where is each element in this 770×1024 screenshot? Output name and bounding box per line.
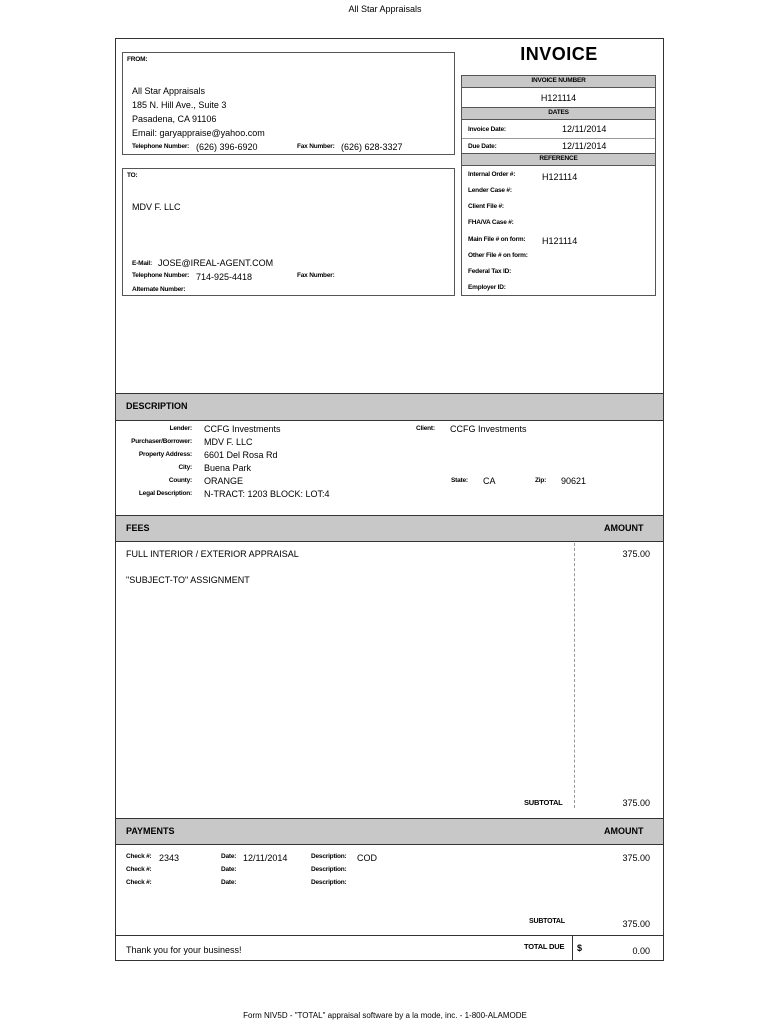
invoice-number-value: H121114 [540,93,577,103]
to-phone-label: Telephone Number: [132,272,190,279]
state-label: State: [451,477,468,484]
purchaser-label: Purchaser/Borrower: [131,438,192,445]
due-date-value: 12/11/2014 [562,141,607,151]
fee-line-1-amount: 375.00 [622,549,650,559]
client-value: CCFG Investments [450,424,527,434]
total-due-label: TOTAL DUE [524,942,565,951]
dates-divider [462,138,655,139]
date-label-3: Date: [221,879,237,886]
property-address-label: Property Address: [138,451,192,458]
page-header: All Star Appraisals [348,4,422,14]
description-bar [116,393,663,421]
main-file-label: Main File # on form: [468,236,526,243]
city-label: City: [178,464,192,471]
check-label-1: Check #: [126,853,152,860]
state-value: CA [483,476,496,486]
client-file-label: Client File #: [468,203,504,210]
lender-case-label: Lender Case #: [468,187,512,194]
lender-label: Lender: [169,425,192,432]
check-label-3: Check #: [126,879,152,886]
date-label-1: Date: [221,853,237,860]
due-date-label: Due Date: [468,143,497,150]
to-email-label: E-Mail: [132,260,152,267]
from-label: FROM: [127,56,148,63]
legal-description-label: Legal Description: [138,490,192,497]
zip-label: Zip: [535,477,547,484]
check-label-2: Check #: [126,866,152,873]
purchaser-value: MDV F. LLC [204,437,253,447]
fees-bar [116,515,663,542]
from-fax-label: Fax Number: [297,143,335,150]
payments-amount-header: AMOUNT [604,826,644,836]
tax-id-label: Federal Tax ID: [468,268,512,275]
property-address-value: 6601 Del Rosa Rd [204,450,278,460]
internal-order-label: Internal Order #: [468,171,516,178]
county-label: County: [168,477,192,484]
currency-symbol: $ [577,943,583,953]
to-name: MDV F. LLC [132,202,181,212]
main-file-value: H121114 [542,236,578,246]
fees-subtotal-value: 375.00 [622,798,650,808]
from-fax: (626) 628-3327 [341,142,403,152]
other-file-label: Other File # on form: [468,252,528,259]
payments-bar [116,818,663,845]
legal-description-value: N-TRACT: 1203 BLOCK: LOT:4 [204,489,330,499]
to-email: JOSE@IREAL-AGENT.COM [158,258,274,268]
payment-amount-1: 375.00 [622,853,650,863]
fha-case-label: FHA/VA Case #: [468,219,514,226]
employer-id-label: Employer ID: [468,284,506,291]
to-label: TO: [127,172,138,179]
total-due-value: 0.00 [632,946,650,956]
client-label: Client: [416,425,435,432]
invoice-date-value: 12/11/2014 [562,124,607,134]
to-fax-label: Fax Number: [297,272,335,279]
internal-order-value: H121114 [542,172,578,182]
description-label-1: Description: [311,853,347,860]
city-value: Buena Park [204,463,252,473]
zip-value: 90621 [561,476,587,486]
fee-line-1: FULL INTERIOR / EXTERIOR APPRAISAL [126,549,299,559]
fees-amount-header: AMOUNT [604,523,644,533]
fee-line-2: "SUBJECT-TO" ASSIGNMENT [126,575,250,585]
to-phone: 714-925-4418 [196,272,253,282]
from-phone: (626) 396-6920 [196,142,258,152]
check-number-1: 2343 [159,853,180,863]
date-label-2: Date: [221,866,237,873]
county-value: ORANGE [204,476,244,486]
lender-value: CCFG Investments [204,424,281,434]
from-name: All Star Appraisals [132,86,206,96]
description-label-2: Description: [311,866,347,873]
from-email: Email: garyappraise@yahoo.com [132,128,265,138]
from-address2: Pasadena, CA 91106 [132,114,217,124]
description-value-1: COD [357,853,377,863]
to-alt-label: Alternate Number: [132,286,186,293]
thank-you-text: Thank you for your business! [126,945,242,955]
invoice-date-label: Invoice Date: [468,126,506,133]
from-phone-label: Telephone Number: [132,143,190,150]
payments-header: PAYMENTS [126,826,175,836]
invoice-title: INVOICE [520,44,598,64]
description-label-3: Description: [311,879,347,886]
payments-subtotal-label: SUBTOTAL [529,918,565,925]
fees-subtotal-label: SUBTOTAL [524,798,563,807]
reference-label: REFERENCE [539,155,578,162]
date-value-1: 12/11/2014 [243,853,288,863]
fees-amount-divider [574,543,575,808]
dates-label: DATES [548,109,569,116]
description-header: DESCRIPTION [126,401,188,411]
form-footer: Form NIV5D - "TOTAL" appraisal software by a la mode, inc. - 1-800-ALAMODE [243,1011,527,1020]
invoice-number-label: INVOICE NUMBER [531,77,586,84]
fees-header: FEES [126,523,150,533]
from-address1: 185 N. Hill Ave., Suite 3 [132,100,227,110]
payments-subtotal-value: 375.00 [622,919,650,929]
